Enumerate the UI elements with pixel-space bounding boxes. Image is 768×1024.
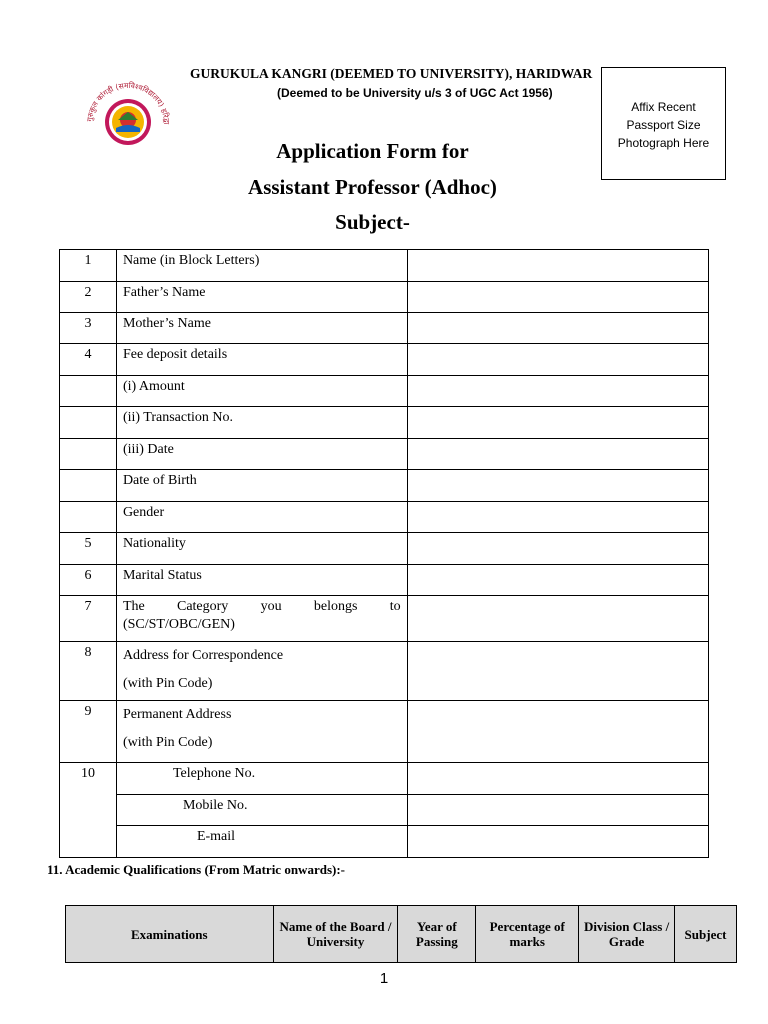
academic-qualifications-title: 11. Academic Qualifications (From Matric onwards):- (47, 862, 345, 877)
table-row: 1 Name (in Block Letters) (60, 250, 709, 282)
nationality-field[interactable] (407, 533, 708, 565)
col-examinations: Examinations (66, 906, 274, 963)
university-name: GURUKULA KANGRI (DEEMED TO UNIVERSITY), HARIDWAR (190, 66, 593, 81)
col-year-of-passing: Year of Passing (398, 906, 476, 963)
table-row: 5 Nationality (60, 533, 709, 565)
table-row: Gender (60, 502, 709, 533)
table-row: Date of Birth (60, 470, 709, 502)
col-subject: Subject (675, 906, 737, 963)
table-row: (ii) Transaction No. (60, 407, 709, 439)
university-logo (78, 76, 176, 148)
col-division-grade: Division Class / Grade (579, 906, 675, 963)
table-row: 9 Permanent Address (with Pin Code) (60, 701, 709, 763)
table-row: (iii) Date (60, 439, 709, 470)
form-title-line1: Application Form for (276, 139, 469, 163)
applicant-details-table (59, 249, 709, 858)
fee-date-field[interactable] (407, 439, 708, 470)
form-title-subject: Subject- (335, 210, 410, 234)
marital-status-field[interactable] (407, 565, 708, 596)
table-row: 6 Marital Status (60, 565, 709, 596)
father-name-field[interactable] (407, 282, 708, 313)
permanent-address-field[interactable] (407, 701, 708, 763)
mobile-field[interactable] (407, 795, 708, 826)
transaction-no-field[interactable] (407, 407, 708, 439)
page-number: 1 (379, 970, 389, 987)
table-row: Mobile No. (60, 795, 709, 826)
correspondence-address-field[interactable] (407, 642, 708, 701)
table-row: 2 Father’s Name (60, 282, 709, 313)
photo-placeholder: Affix Recent Passport Size Photograph Here (601, 67, 726, 180)
form-title-line2: Assistant Professor (Adhoc) (248, 175, 497, 199)
mother-name-field[interactable] (407, 313, 708, 344)
table-row: 10 Telephone No. (60, 763, 709, 795)
fee-details-field[interactable] (407, 344, 708, 376)
col-board-university: Name of the Board / University (273, 906, 398, 963)
email-field[interactable] (407, 826, 708, 858)
name-field[interactable] (407, 250, 708, 282)
category-field[interactable] (407, 596, 708, 642)
amount-field[interactable] (407, 376, 708, 407)
table-row: 4 Fee deposit details (60, 344, 709, 376)
table-row: 7 The Category you belongs to (SC/ST/OBC/GEN) (60, 596, 709, 642)
gender-field[interactable] (407, 502, 708, 533)
col-percentage: Percentage of marks (476, 906, 579, 963)
table-row: 8 Address for Correspondence (with Pin Code) (60, 642, 709, 701)
table-row: (i) Amount (60, 376, 709, 407)
table-row: 3 Mother’s Name (60, 313, 709, 344)
academic-qualifications-table (65, 905, 737, 963)
table-row: E-mail (60, 826, 709, 858)
dob-field[interactable] (407, 470, 708, 502)
telephone-field[interactable] (407, 763, 708, 795)
logo-text: गुरुकुल कांगड़ी (समविश्वविद्यालय) हरिद्वा (85, 80, 172, 125)
university-subtitle: (Deemed to be University u/s 3 of UGC Act 1956) (277, 86, 553, 100)
